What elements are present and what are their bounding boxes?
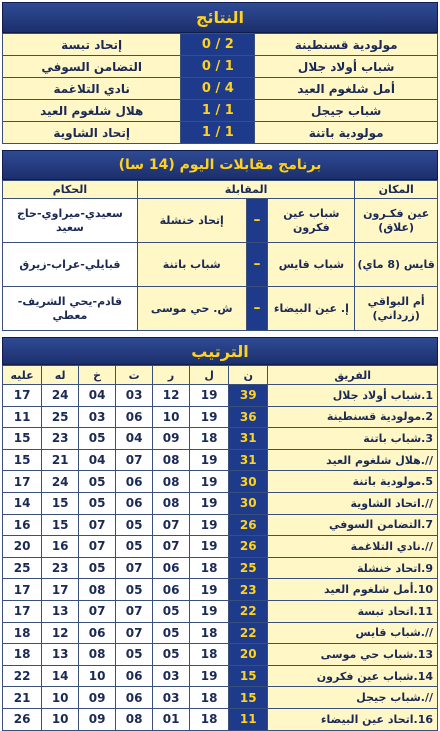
sports-page bbox=[2, 2, 438, 727]
standings-team: 14.شباب عين فكرون bbox=[268, 665, 438, 687]
standings-row bbox=[3, 514, 438, 536]
standings-row bbox=[3, 471, 438, 493]
standings-lost: 05 bbox=[79, 428, 116, 450]
standings-played: 18 bbox=[190, 708, 229, 730]
standings-against: 17 bbox=[3, 579, 42, 601]
standings-against: 25 bbox=[3, 557, 42, 579]
standings-team: 10.أمل شلغوم العيد bbox=[268, 579, 438, 601]
standings-lost: 06 bbox=[79, 622, 116, 644]
header-won: ر bbox=[153, 366, 190, 385]
standings-lost: 05 bbox=[79, 471, 116, 493]
match-away-team: ش. حي موسى bbox=[137, 287, 246, 331]
header-for: له bbox=[42, 366, 79, 385]
result-home-team: شباب جيجل bbox=[255, 100, 438, 122]
standings-for: 12 bbox=[42, 622, 79, 644]
standings-points: 22 bbox=[229, 600, 268, 622]
match-dash: – bbox=[246, 243, 268, 287]
standings-drawn: 04 bbox=[116, 428, 153, 450]
standings-against: 18 bbox=[3, 622, 42, 644]
standings-row bbox=[3, 492, 438, 514]
match-venue: عين فكـرون (علاق) bbox=[355, 199, 438, 243]
standings-for: 10 bbox=[42, 687, 79, 709]
standings-lost: 10 bbox=[79, 665, 116, 687]
standings-for: 13 bbox=[42, 644, 79, 666]
result-away-team: التضامن السوفي bbox=[3, 56, 181, 78]
matches-title: برنامج مقابلات اليوم (14 سا) bbox=[2, 150, 438, 180]
standings-points: 26 bbox=[229, 514, 268, 536]
standings-points: 30 bbox=[229, 471, 268, 493]
result-row bbox=[3, 34, 438, 56]
standings-for: 21 bbox=[42, 449, 79, 471]
standings-played: 19 bbox=[190, 385, 229, 407]
standings-played: 18 bbox=[190, 428, 229, 450]
standings-against: 11 bbox=[3, 406, 42, 428]
standings-row bbox=[3, 622, 438, 644]
header-points: ن bbox=[229, 366, 268, 385]
standings-won: 08 bbox=[153, 471, 190, 493]
standings-won: 03 bbox=[153, 687, 190, 709]
standings-won: 09 bbox=[153, 428, 190, 450]
standings-against: 14 bbox=[3, 492, 42, 514]
standings-won: 01 bbox=[153, 708, 190, 730]
result-score: 1 / 1 bbox=[181, 122, 255, 144]
result-home-team: مولودية باتنة bbox=[255, 122, 438, 144]
result-row bbox=[3, 122, 438, 144]
standings-row bbox=[3, 687, 438, 709]
standings-points: 15 bbox=[229, 665, 268, 687]
result-away-team: هلال شلغوم العيد bbox=[3, 100, 181, 122]
standings-won: 05 bbox=[153, 644, 190, 666]
standings-lost: 05 bbox=[79, 557, 116, 579]
standings-for: 25 bbox=[42, 406, 79, 428]
standings-for: 24 bbox=[42, 385, 79, 407]
standings-played: 19 bbox=[190, 514, 229, 536]
standings-won: 06 bbox=[153, 579, 190, 601]
standings-row bbox=[3, 557, 438, 579]
standings-drawn: 05 bbox=[116, 579, 153, 601]
standings-points: 15 bbox=[229, 687, 268, 709]
standings-against: 17 bbox=[3, 385, 42, 407]
standings-against: 21 bbox=[3, 687, 42, 709]
standings-won: 10 bbox=[153, 406, 190, 428]
standings-for: 24 bbox=[42, 471, 79, 493]
standings-points: 26 bbox=[229, 536, 268, 558]
standings-played: 19 bbox=[190, 471, 229, 493]
standings-for: 15 bbox=[42, 514, 79, 536]
result-score: 1 / 1 bbox=[181, 100, 255, 122]
standings-played: 18 bbox=[190, 644, 229, 666]
standings-drawn: 06 bbox=[116, 406, 153, 428]
standings-played: 18 bbox=[190, 622, 229, 644]
standings-for: 15 bbox=[42, 492, 79, 514]
result-row bbox=[3, 78, 438, 100]
standings-played: 19 bbox=[190, 536, 229, 558]
standings-row bbox=[3, 406, 438, 428]
standings-points: 30 bbox=[229, 492, 268, 514]
standings-drawn: 05 bbox=[116, 514, 153, 536]
header-match: المقابلة bbox=[137, 181, 355, 199]
standings-team: 5.مولودية باتنة bbox=[268, 471, 438, 493]
standings-won: 05 bbox=[153, 622, 190, 644]
standings-drawn: 07 bbox=[116, 557, 153, 579]
standings-lost: 09 bbox=[79, 687, 116, 709]
standings-team: 13.شباب حي موسى bbox=[268, 644, 438, 666]
standings-points: 36 bbox=[229, 406, 268, 428]
standings-against: 16 bbox=[3, 514, 42, 536]
result-score: 0 / 1 bbox=[181, 56, 255, 78]
standings-points: 25 bbox=[229, 557, 268, 579]
result-home-team: شباب أولاد جلال bbox=[255, 56, 438, 78]
standings-team: 11.اتحاد تبسة bbox=[268, 600, 438, 622]
standings-lost: 08 bbox=[79, 644, 116, 666]
standings-lost: 04 bbox=[79, 449, 116, 471]
result-score: 0 / 4 bbox=[181, 78, 255, 100]
standings-row bbox=[3, 428, 438, 450]
standings-won: 07 bbox=[153, 514, 190, 536]
standings-team: //.شباب قايس bbox=[268, 622, 438, 644]
standings-for: 23 bbox=[42, 557, 79, 579]
header-against: عليه bbox=[3, 366, 42, 385]
standings-played: 19 bbox=[190, 406, 229, 428]
standings-played: 18 bbox=[190, 687, 229, 709]
standings-drawn: 08 bbox=[116, 708, 153, 730]
standings-lost: 05 bbox=[79, 492, 116, 514]
match-row bbox=[3, 243, 438, 287]
result-home-team: مولودية قسنطينة bbox=[255, 34, 438, 56]
standings-lost: 07 bbox=[79, 600, 116, 622]
standings-played: 19 bbox=[190, 492, 229, 514]
standings-played: 18 bbox=[190, 557, 229, 579]
header-referees: الحكام bbox=[3, 181, 138, 199]
standings-drawn: 07 bbox=[116, 622, 153, 644]
match-referees: قبايلي-عراب-زيرق bbox=[3, 243, 138, 287]
standings-row bbox=[3, 600, 438, 622]
standings-team: 2.مولودية قسنطينة bbox=[268, 406, 438, 428]
standings-row bbox=[3, 665, 438, 687]
header-team: الفريق bbox=[268, 366, 438, 385]
standings-team: 7.التضامن السوفي bbox=[268, 514, 438, 536]
result-home-team: أمل شلغوم العيد bbox=[255, 78, 438, 100]
match-row bbox=[3, 199, 438, 243]
standings-played: 19 bbox=[190, 579, 229, 601]
standings-drawn: 07 bbox=[116, 449, 153, 471]
standings-team: 3.شباب باتنة bbox=[268, 428, 438, 450]
header-played: ل bbox=[190, 366, 229, 385]
standings-team: 9.اتحاد خنشلة bbox=[268, 557, 438, 579]
standings-played: 19 bbox=[190, 449, 229, 471]
match-home-team: شباب عين فكرون bbox=[268, 199, 355, 243]
match-referees: قادم-يحي الشريف-معطي bbox=[3, 287, 138, 331]
standings-against: 17 bbox=[3, 471, 42, 493]
standings-for: 17 bbox=[42, 579, 79, 601]
result-row bbox=[3, 100, 438, 122]
standings-won: 08 bbox=[153, 492, 190, 514]
result-score: 0 / 2 bbox=[181, 34, 255, 56]
standings-lost: 04 bbox=[79, 385, 116, 407]
match-dash: – bbox=[246, 199, 268, 243]
standings-drawn: 06 bbox=[116, 687, 153, 709]
standings-points: 11 bbox=[229, 708, 268, 730]
result-row bbox=[3, 56, 438, 78]
standings-points: 31 bbox=[229, 428, 268, 450]
standings-drawn: 05 bbox=[116, 644, 153, 666]
standings-lost: 08 bbox=[79, 579, 116, 601]
standings-points: 23 bbox=[229, 579, 268, 601]
standings-won: 06 bbox=[153, 557, 190, 579]
standings-for: 23 bbox=[42, 428, 79, 450]
standings-points: 22 bbox=[229, 622, 268, 644]
standings-against: 26 bbox=[3, 708, 42, 730]
standings-row bbox=[3, 579, 438, 601]
standings-team: //.اتحاد الشاوية bbox=[268, 492, 438, 514]
standings-row bbox=[3, 708, 438, 730]
standings-table bbox=[2, 365, 438, 731]
standings-won: 07 bbox=[153, 536, 190, 558]
standings-team: //.هلال شلغوم العيد bbox=[268, 449, 438, 471]
result-away-team: نادي التلاغمة bbox=[3, 78, 181, 100]
standings-drawn: 06 bbox=[116, 492, 153, 514]
standings-for: 13 bbox=[42, 600, 79, 622]
header-drawn: ت bbox=[116, 366, 153, 385]
match-home-team: شباب قايس bbox=[268, 243, 355, 287]
results-table bbox=[2, 33, 438, 144]
matches-table bbox=[2, 180, 438, 331]
standings-row bbox=[3, 385, 438, 407]
match-referees: سعيدي-ميراوي-حاج سعيد bbox=[3, 199, 138, 243]
results-title: النتائج bbox=[2, 2, 438, 33]
standings-lost: 03 bbox=[79, 406, 116, 428]
standings-for: 10 bbox=[42, 708, 79, 730]
header-lost: خ bbox=[79, 366, 116, 385]
standings-title: الترتيب bbox=[2, 337, 438, 365]
standings-team: 16.اتحاد عين البيضاء bbox=[268, 708, 438, 730]
header-venue: المكان bbox=[355, 181, 438, 199]
standings-against: 20 bbox=[3, 536, 42, 558]
standings-against: 22 bbox=[3, 665, 42, 687]
match-away-team: إتحاد خنشلة bbox=[137, 199, 246, 243]
standings-team: 1.شباب أولاد جلال bbox=[268, 385, 438, 407]
match-dash: – bbox=[246, 287, 268, 331]
standings-points: 39 bbox=[229, 385, 268, 407]
standings-points: 31 bbox=[229, 449, 268, 471]
standings-drawn: 03 bbox=[116, 385, 153, 407]
standings-played: 19 bbox=[190, 600, 229, 622]
standings-played: 19 bbox=[190, 665, 229, 687]
standings-row bbox=[3, 449, 438, 471]
standings-row bbox=[3, 536, 438, 558]
standings-won: 03 bbox=[153, 665, 190, 687]
standings-against: 15 bbox=[3, 449, 42, 471]
result-away-team: إتحاد الشاوية bbox=[3, 122, 181, 144]
match-row bbox=[3, 287, 438, 331]
standings-won: 12 bbox=[153, 385, 190, 407]
standings-lost: 09 bbox=[79, 708, 116, 730]
match-home-team: إ. عين البيضاء bbox=[268, 287, 355, 331]
standings-team: //.نادي التلاغمة bbox=[268, 536, 438, 558]
standings-points: 20 bbox=[229, 644, 268, 666]
standings-against: 17 bbox=[3, 600, 42, 622]
standings-row bbox=[3, 644, 438, 666]
standings-against: 18 bbox=[3, 644, 42, 666]
standings-team: //.شباب جيجل bbox=[268, 687, 438, 709]
standings-for: 14 bbox=[42, 665, 79, 687]
match-away-team: شباب باتنة bbox=[137, 243, 246, 287]
standings-against: 15 bbox=[3, 428, 42, 450]
standings-lost: 07 bbox=[79, 536, 116, 558]
standings-lost: 07 bbox=[79, 514, 116, 536]
standings-for: 16 bbox=[42, 536, 79, 558]
standings-drawn: 06 bbox=[116, 665, 153, 687]
standings-won: 05 bbox=[153, 600, 190, 622]
standings-drawn: 07 bbox=[116, 600, 153, 622]
standings-won: 08 bbox=[153, 449, 190, 471]
match-venue: أم البواقي (زرداني) bbox=[355, 287, 438, 331]
standings-drawn: 06 bbox=[116, 471, 153, 493]
standings-drawn: 05 bbox=[116, 536, 153, 558]
result-away-team: إتحاد تبسة bbox=[3, 34, 181, 56]
match-venue: قايس (8 ماي) bbox=[355, 243, 438, 287]
